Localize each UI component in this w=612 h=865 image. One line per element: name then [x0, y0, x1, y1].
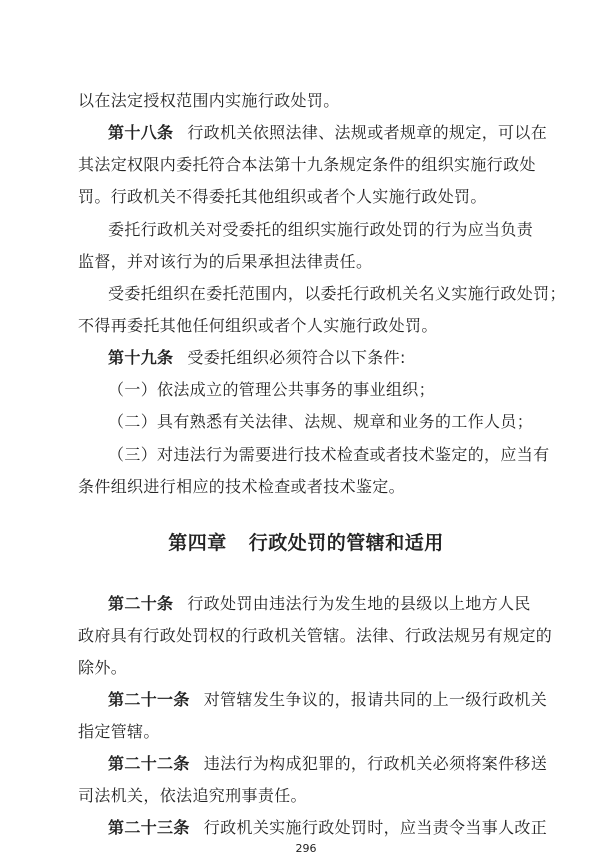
text-line: 除外。: [78, 658, 128, 677]
article-22-line: [108, 754, 547, 774]
text-line: 条件组织进行相应的技术检查或者技术鉴定。: [78, 477, 406, 496]
text-line: 罚。行政机关不得委托其他组织或者个人实施行政处罚。: [78, 187, 487, 206]
article-18-label: 第十八条: [108, 123, 174, 142]
article-22-label: 第二十二条: [108, 754, 190, 773]
page-number: 296: [295, 842, 317, 855]
text-line: 不得再委托其他任何组织或者个人实施行政处罚。: [78, 316, 438, 335]
text-line: 委托行政机关对受委托的组织实施行政处罚的行为应当负责: [108, 220, 534, 239]
article-18-text: 行政机关依照法律、法规或者规章的规定，可以在: [187, 123, 548, 142]
article-19-label: 第十九条: [108, 348, 174, 367]
article-19-line: [108, 348, 406, 368]
list-item: （一）依法成立的管理公共事务的事业组织；: [108, 380, 436, 399]
text-line: 政府具有行政处罚权的行政机关管辖。法律、行政法规另有规定的: [78, 626, 553, 645]
article-20-text: 行政处罚由违法行为发生地的县级以上地方人民: [187, 594, 531, 613]
article-22-text: 违法行为构成犯罪的，行政机关必须将案件移送: [203, 754, 548, 773]
text-line: 司法机关，依法追究刑事责任。: [78, 786, 307, 805]
chapter-title: 行政处罚的管辖和适用: [248, 532, 444, 554]
text-line: 受委托组织在委托范围内，以委托行政机关名义实施行政处罚；: [108, 284, 566, 303]
list-item: （三）对违法行为需要进行技术检查或者技术鉴定的，应当有: [108, 445, 550, 464]
article-19-text: 受委托组织必须符合以下条件:: [187, 348, 406, 367]
text-line: 监督，并对该行为的后果承担法律责任。: [78, 252, 373, 271]
article-21-text: 对管辖发生争议的，报请共同的上一级行政机关: [203, 690, 548, 709]
text-line: 其法定权限内委托符合本法第十九条规定条件的组织实施行政处: [78, 155, 536, 174]
chapter-number: 第四章: [168, 532, 227, 554]
article-23-label: 第二十三条: [108, 818, 190, 837]
article-23-line: [108, 818, 547, 838]
article-21-label: 第二十一条: [108, 690, 190, 709]
list-item: （二）具有熟悉有关法律、法规、规章和业务的工作人员；: [108, 412, 534, 431]
article-18-line: [108, 123, 547, 143]
text-line: 指定管辖。: [78, 722, 160, 741]
article-21-line: [108, 690, 547, 710]
chapter-heading: [0, 531, 612, 555]
text-line: 以在法定授权范围内实施行政处罚。: [78, 91, 340, 110]
article-20-line: [108, 594, 531, 614]
article-20-label: 第二十条: [108, 594, 174, 613]
article-23-text: 行政机关实施行政处罚时，应当责令当事人改正: [203, 818, 548, 837]
